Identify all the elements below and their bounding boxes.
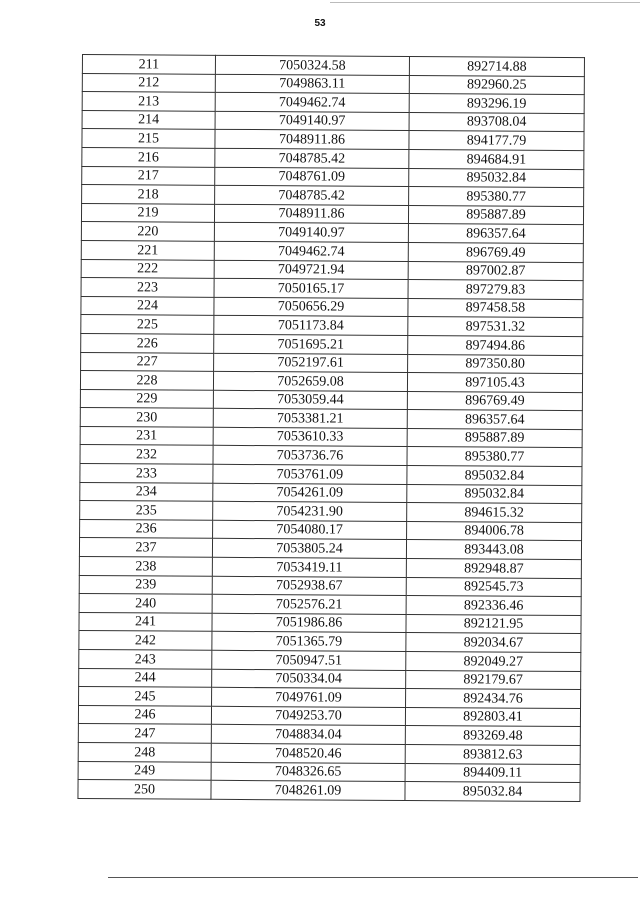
point-number-cell: 213 [82,92,215,111]
y-coordinate-cell: 892049.27 [406,651,581,671]
point-number-cell: 242 [79,631,212,650]
point-number-cell: 240 [79,594,212,613]
x-coordinate-cell: 7052576.21 [212,595,406,615]
x-coordinate-cell: 7051986.86 [212,613,406,633]
y-coordinate-cell: 892179.67 [406,670,581,690]
point-number-cell: 219 [81,203,214,222]
point-number-cell: 218 [82,185,215,204]
table-row [79,538,581,560]
point-number-cell: 231 [80,426,213,445]
x-coordinate-cell: 7048261.09 [211,780,405,800]
x-coordinate-cell: 7053761.09 [213,464,407,484]
y-coordinate-cell: 893708.04 [409,112,584,132]
y-coordinate-cell: 897531.32 [408,317,583,337]
y-coordinate-cell: 892336.46 [406,596,581,616]
table-row [80,445,582,467]
x-coordinate-cell: 7053805.24 [212,539,406,559]
point-number-cell: 244 [79,668,212,687]
x-coordinate-cell: 7048911.86 [214,204,408,224]
x-coordinate-cell: 7054261.09 [213,483,407,503]
point-number-cell: 234 [80,482,213,501]
y-coordinate-cell: 896357.64 [407,410,582,430]
x-coordinate-cell: 7051695.21 [214,334,408,354]
y-coordinate-cell: 894615.32 [407,503,582,523]
y-coordinate-cell: 892714.88 [409,57,584,77]
table-row [80,482,582,504]
point-number-cell: 237 [79,538,212,557]
x-coordinate-cell: 7049462.74 [215,93,409,113]
table-row [82,129,584,151]
table-row [81,333,583,355]
x-coordinate-cell: 7052197.61 [214,353,408,373]
point-number-cell: 225 [81,315,214,334]
x-coordinate-cell: 7049253.70 [211,706,405,726]
y-coordinate-cell: 896357.64 [408,224,583,244]
y-coordinate-cell: 893443.08 [406,540,581,560]
x-coordinate-cell: 7053610.33 [213,427,407,447]
x-coordinate-cell: 7053736.76 [213,446,407,466]
x-coordinate-cell: 7053419.11 [212,557,406,577]
table-row [80,408,582,430]
y-coordinate-cell: 892803.41 [405,707,580,727]
coordinates-table-container [77,54,584,802]
point-number-cell: 245 [79,687,212,706]
table-row [80,501,582,523]
y-coordinate-cell: 893296.19 [409,94,584,114]
table-row [82,55,584,77]
x-coordinate-cell: 7049140.97 [214,223,408,243]
y-coordinate-cell: 892545.73 [406,577,581,597]
y-coordinate-cell: 892960.25 [409,75,584,95]
x-coordinate-cell: 7048520.46 [211,743,405,763]
table-row [82,73,584,95]
x-coordinate-cell: 7048326.65 [211,762,405,782]
x-coordinate-cell: 7050334.04 [212,669,406,689]
page-number: 53 [314,18,326,29]
point-number-cell: 220 [81,222,214,241]
table-row [80,371,582,393]
table-row [82,166,584,188]
table-row [79,668,581,690]
table-row [82,110,584,132]
point-number-cell: 215 [82,129,215,148]
y-coordinate-cell: 893812.63 [405,744,580,764]
table-row [78,780,580,802]
y-coordinate-cell: 895032.84 [405,782,580,802]
point-number-cell: 247 [78,724,211,743]
y-coordinate-cell: 895887.89 [407,428,582,448]
y-coordinate-cell: 892121.95 [406,614,581,634]
x-coordinate-cell: 7048785.42 [215,185,409,205]
y-coordinate-cell: 897002.87 [408,261,583,281]
point-number-cell: 226 [81,333,214,352]
y-coordinate-cell: 894684.91 [409,149,584,169]
y-coordinate-cell: 894006.78 [407,521,582,541]
table-row [80,426,582,448]
x-coordinate-cell: 7049721.94 [214,260,408,280]
x-coordinate-cell: 7051365.79 [212,632,406,652]
y-coordinate-cell: 895032.84 [407,466,582,486]
point-number-cell: 233 [80,464,213,483]
x-coordinate-cell: 7054231.90 [213,502,407,522]
point-number-cell: 228 [80,371,213,390]
point-number-cell: 250 [78,780,211,799]
table-row [81,315,583,337]
y-coordinate-cell: 896769.49 [408,242,583,262]
point-number-cell: 223 [81,278,214,297]
table-row [80,519,582,541]
x-coordinate-cell: 7054080.17 [213,520,407,540]
y-coordinate-cell: 897279.83 [408,280,583,300]
point-number-cell: 235 [80,501,213,520]
x-coordinate-cell: 7048834.04 [211,725,405,745]
table-row [79,649,581,671]
point-number-cell: 229 [80,389,213,408]
table-row [81,352,583,374]
table-row [78,705,580,727]
table-row [82,185,584,207]
point-number-cell: 212 [82,73,215,92]
x-coordinate-cell: 7049863.11 [215,74,409,94]
point-number-cell: 249 [78,761,211,780]
table-row [79,612,581,634]
table-row [79,594,581,616]
point-number-cell: 239 [79,575,212,594]
table-row [81,259,583,281]
x-coordinate-cell: 7050947.51 [212,650,406,670]
x-coordinate-cell: 7050165.17 [214,278,408,298]
point-number-cell: 232 [80,445,213,464]
point-number-cell: 211 [82,55,215,74]
point-number-cell: 221 [81,240,214,259]
point-number-cell: 217 [82,166,215,185]
table-row [79,557,581,579]
y-coordinate-cell: 895032.84 [409,168,584,188]
y-coordinate-cell: 894177.79 [409,131,584,151]
point-number-cell: 227 [81,352,214,371]
y-coordinate-cell: 893269.48 [405,726,580,746]
point-number-cell: 214 [82,110,215,129]
x-coordinate-cell: 7048911.86 [215,130,409,150]
y-coordinate-cell: 897494.86 [408,335,583,355]
point-number-cell: 248 [78,742,211,761]
y-coordinate-cell: 892948.87 [406,559,581,579]
point-number-cell: 216 [82,147,215,166]
point-number-cell: 230 [80,408,213,427]
x-coordinate-cell: 7053381.21 [213,409,407,429]
table-row [81,240,583,262]
table-row [82,147,584,169]
coordinates-table-body [78,55,585,802]
y-coordinate-cell: 897458.58 [408,298,583,318]
top-scan-edge [330,2,640,3]
y-coordinate-cell: 897105.43 [407,373,582,393]
point-number-cell: 246 [78,705,211,724]
point-number-cell: 236 [80,519,213,538]
x-coordinate-cell: 7052659.08 [213,371,407,391]
point-number-cell: 238 [79,557,212,576]
x-coordinate-cell: 7049462.74 [214,241,408,261]
x-coordinate-cell: 7052938.67 [212,576,406,596]
table-row [81,278,583,300]
x-coordinate-cell: 7048761.09 [215,167,409,187]
table-row [81,222,583,244]
x-coordinate-cell: 7048785.42 [215,148,409,168]
table-row [80,389,582,411]
y-coordinate-cell: 896769.49 [407,391,582,411]
table-row [78,724,580,746]
y-coordinate-cell: 895380.77 [409,187,584,207]
y-coordinate-cell: 895887.89 [408,205,583,225]
coordinates-table [77,54,585,802]
y-coordinate-cell: 892434.76 [406,689,581,709]
table-row [79,687,581,709]
y-coordinate-cell: 892034.67 [406,633,581,653]
table-row [78,761,580,783]
table-row [78,742,580,764]
x-coordinate-cell: 7049761.09 [212,687,406,707]
x-coordinate-cell: 7049140.97 [215,111,409,131]
y-coordinate-cell: 897350.80 [408,354,583,374]
x-coordinate-cell: 7053059.44 [213,390,407,410]
x-coordinate-cell: 7050656.29 [214,297,408,317]
table-row [80,464,582,486]
bottom-scan-edge [108,877,638,878]
point-number-cell: 222 [81,259,214,278]
y-coordinate-cell: 894409.11 [405,763,580,783]
x-coordinate-cell: 7051173.84 [214,316,408,336]
table-row [79,575,581,597]
table-row [81,296,583,318]
point-number-cell: 224 [81,296,214,315]
table-row [82,92,584,114]
table-row [81,203,583,225]
table-row [79,631,581,653]
point-number-cell: 243 [79,649,212,668]
y-coordinate-cell: 895032.84 [407,484,582,504]
x-coordinate-cell: 7050324.58 [215,55,409,75]
point-number-cell: 241 [79,612,212,631]
y-coordinate-cell: 895380.77 [407,447,582,467]
